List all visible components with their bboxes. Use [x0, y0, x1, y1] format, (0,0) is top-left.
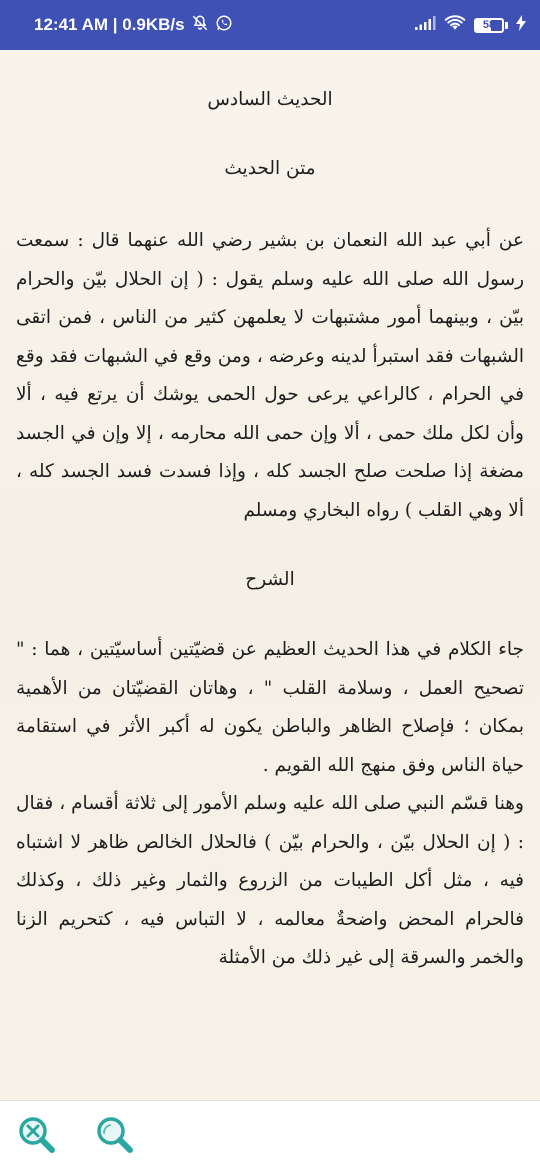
zoom-out-icon [16, 1114, 56, 1154]
whatsapp-icon [215, 14, 233, 37]
battery-body [474, 18, 504, 33]
zoom-in-icon [94, 1114, 134, 1154]
signal-icon [414, 15, 436, 36]
status-right [414, 15, 526, 36]
battery-tip [505, 22, 508, 29]
explanation-paragraph: وهنا قسّم النبي صلى الله عليه وسلم الأمور إلى ثلاثة أقسام ، فقال : ( إن الحلال بيّن ، والحرام بيّن ) فالحلال الخالص ظاهر لا اشتباه فيه ، مثل أكل الطيبات من الزروع والثمار وغير ذلك ، وكذلك فالحرام المحض واضحةٌ معالمه ، لا التباس فيه ، كتحريم الزنا والخمر والسرقة إلى غير ذلك من الأمثلة [16, 793, 524, 968]
charging-icon [516, 15, 526, 36]
status-bar [0, 0, 540, 50]
explanation-heading: الشرح [245, 569, 295, 590]
battery-level: 58 [482, 18, 496, 31]
wifi-icon [444, 15, 466, 36]
document-content [0, 50, 540, 978]
status-left [34, 14, 233, 37]
status-time-speed: 12:41 AM | 0.9KB/s [34, 15, 185, 34]
zoom-out-button[interactable] [16, 1114, 56, 1154]
hadith-title: الحديث السادس [207, 89, 333, 110]
bottom-toolbar [0, 1100, 540, 1170]
notifications-off-icon [191, 14, 209, 37]
battery-icon [474, 18, 508, 33]
zoom-in-button[interactable] [94, 1114, 134, 1154]
hadith-text: عن أبي عبد الله النعمان بن بشير رضي الله عنهما قال : سمعت رسول الله صلى الله عليه وسلم يقول : ( إن الحلال بيّن والحرام بيّن ، وبينهما أمور مشتبهات لا يعلمهن كثير من الناس ، فمن اتقى الشبهات فقد استبرأ لدينه وعرضه ، ومن وقع في الشبهات فقد وقع في الحرام ، كالراعي يرعى حول الحمى يوشك أن يرتع فيه ، ألا وأن لكل ملك حمى ، ألا وإن حمى الله محارمه ، إلا وإن في الجسد مضغة إذا صلحت صلح الجسد كله ، وإذا فسدت فسد الجسد كله ، ألا وهي القلب ) رواه البخاري ومسلم [16, 230, 524, 521]
explanation-paragraph: جاء الكلام في هذا الحديث العظيم عن قضيّتين أساسيّتين ، هما : " تصحيح العمل ، وسلامة القلب " ، وهاتان القضيّتان من الأهمية بمكان ؛ فإصلاح الظاهر والباطن يكون له أكبر الأثر في استقامة حياة الناس وفق منهج الله القويم . [16, 639, 524, 776]
hadith-text-heading: متن الحديث [224, 158, 316, 179]
document-page[interactable] [0, 50, 540, 1100]
